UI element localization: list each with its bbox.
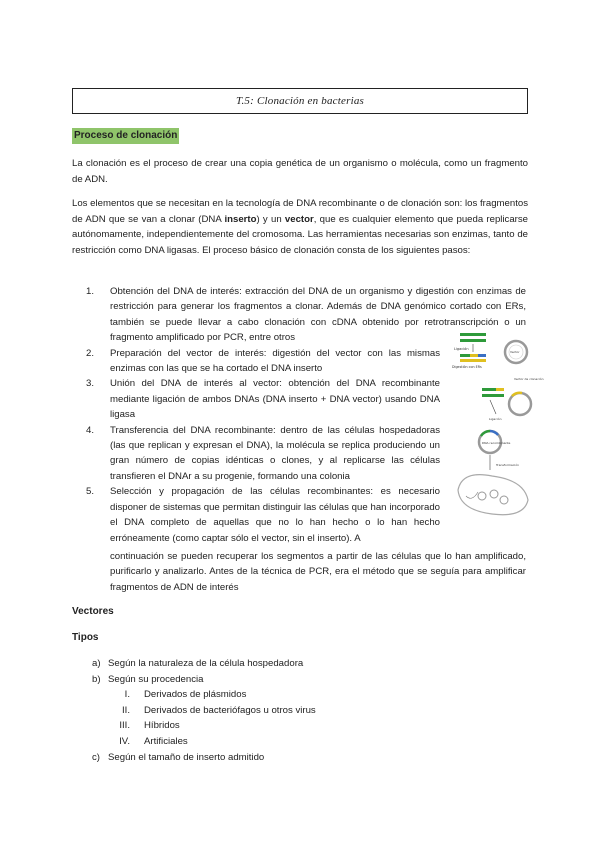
label: Ligación — [454, 347, 469, 351]
list-item — [92, 672, 316, 750]
continuation-paragraph: continuación se pueden recuperar los segmentos a partir de las células que lo han amplificado, purificarlo y analizarlo. Antes de la técnica de PCR, era el método que se seguía para amplificar fragmentos de ADN de interés — [110, 551, 526, 593]
list-item — [92, 750, 316, 766]
elements-text-3: , que es cualquier elemento que pueda replicarse autónomamente, independientemente del cromosoma. Las herramientas necesarias son enzimas, tanto de restricción como DNA ligasas. El proceso básico de clonación consta de los siguientes pasos: — [72, 213, 529, 256]
label: Vector — [510, 350, 520, 354]
tipos-heading: Tipos — [72, 632, 99, 643]
tipos-list — [92, 656, 316, 765]
label: DNA recombinante — [482, 441, 511, 445]
sublist-item-text: Derivados de bacteriófagos u otros virus — [144, 704, 316, 716]
list-item-text: Según su procedencia — [108, 673, 204, 685]
label: Vector de clonación — [514, 377, 544, 381]
elements-bold-vector: vector — [284, 213, 314, 225]
insert-dna-strand — [460, 333, 486, 336]
plasmid-copy — [478, 492, 486, 500]
plasmid-copy — [500, 496, 508, 504]
title-box — [72, 88, 528, 114]
step-text: Obtención del DNA de interés: extracción del DNA de un organismo y digestión con enzimas de restricción para generar los fragmentos a clonar. Además de DNA genómico cortado con ERs, también se puede llevar a cabo clonación con cDNA obtenido por retrotranscripción o un fragmento amplificado por PCR, entre otros — [110, 286, 526, 344]
step-text: Unión del DNA de interés al vector: obtención del DNA recombinante mediante ligación de ambos DNAs (DNA inserto + DNA vector) usando DNA ligasa — [110, 378, 440, 421]
page-title: T.5: Clonación en bacterias — [235, 95, 365, 107]
list-item-text: Según el tamaño de inserto admitido — [108, 751, 265, 763]
procedencia-sublist — [92, 687, 316, 749]
chromosome — [466, 492, 478, 498]
sublist-marker: I. — [124, 689, 130, 701]
fragment — [470, 354, 478, 357]
step-text: Selección y propagación de las células recombinantes: es necesario disponer de sistemas que permitan distinguir las células que han incorporado el DNA completo de aquellas que no lo han hecho o lo han hecho erróneamente (como captar sólo el vector, sin el inserto). A — [110, 486, 440, 544]
label: Digestión con ERs — [452, 365, 482, 369]
fragment — [478, 354, 486, 357]
step-number: 3. — [86, 378, 95, 390]
list-marker: b) — [92, 673, 101, 685]
label: Transformación — [496, 463, 519, 467]
bacterial-cell — [458, 475, 528, 515]
fragment — [460, 354, 470, 357]
sublist-marker: II. — [122, 704, 130, 716]
list-item-text: Según la naturaleza de la célula hospedadora — [108, 658, 304, 669]
plasmid-copy — [490, 490, 498, 498]
sublist-item — [92, 734, 316, 750]
sublist-marker: IV. — [119, 735, 130, 747]
vector-plasmid — [509, 393, 531, 415]
step-number: 1. — [86, 286, 95, 297]
step-number: 4. — [86, 424, 95, 436]
sublist-marker: III. — [119, 720, 130, 732]
fragment — [482, 394, 504, 397]
sublist-item — [92, 718, 316, 734]
section-heading: Proceso de clonación — [72, 128, 179, 144]
insert-arc — [490, 431, 498, 435]
elements-text-2: ) y un — [256, 213, 285, 225]
insert-dna-strand — [460, 339, 486, 342]
elements-text-1: Los elementos que se necesitan en la tecnología de DNA recombinante o de clonación son: los fragmentos de ADN que se van a clonar (DNA — [72, 198, 528, 225]
sublist-item — [92, 703, 316, 719]
sublist-item-text: Derivados de plásmidos — [144, 689, 247, 701]
fragment — [482, 388, 496, 391]
intro-paragraph: La clonación es el proceso de crear una copia genética de un organismo o molécula, como un fragmento de ADN. — [72, 158, 528, 185]
fragment — [460, 359, 486, 362]
step-text: Transferencia del DNA recombinante: dentro de las células hospedadoras (las que replican y expresan el DNA), la molécula se replica produciendo un gran número de copias idénticas o clones, y al replicarse las células transfieren el DNAr a su progenie, formando una colonia — [110, 424, 440, 482]
sublist-item — [92, 687, 316, 703]
step-text: Preparación del vector de interés: digestión del vector con las mismas enzimas con las que se ha cortado el DNA inserto — [110, 347, 440, 375]
label: Ligación — [489, 417, 502, 421]
step-number: 5. — [86, 486, 95, 498]
cloning-diagram — [452, 330, 544, 520]
vectores-heading: Vectores — [72, 606, 114, 617]
insert-arc — [481, 431, 490, 436]
fragment — [496, 388, 504, 391]
step-number: 2. — [86, 347, 95, 359]
sublist-item-text: Artificiales — [144, 735, 188, 747]
list-marker: a) — [92, 658, 101, 669]
elements-bold-inserto: inserto — [224, 213, 257, 225]
list-item — [92, 656, 316, 672]
arrow — [490, 400, 496, 414]
elements-paragraph — [72, 196, 528, 258]
sublist-item-text: Híbridos — [144, 720, 180, 732]
list-marker: c) — [92, 751, 100, 763]
